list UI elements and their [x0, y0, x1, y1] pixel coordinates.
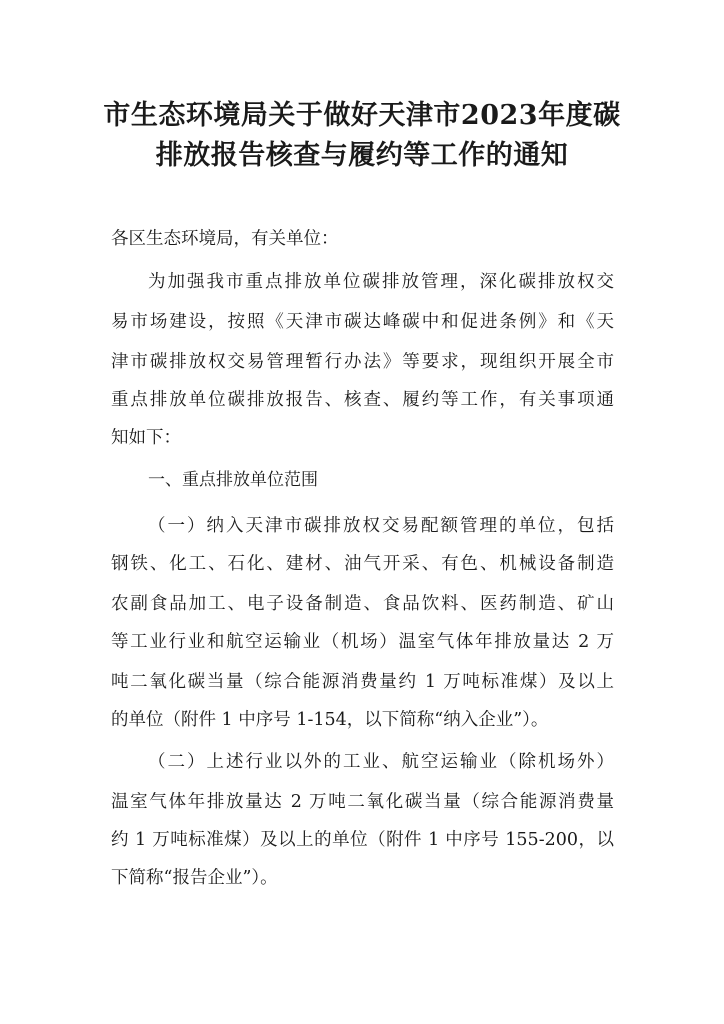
item-2-line: （二）上述行业以外的工业、航空运输业（除机场外） — [148, 752, 614, 772]
item-2-line: 下简称“报告企业”）。 — [111, 868, 278, 888]
item-1-line: 的单位（附件 1 中序号 1-154，以下简称“纳入企业”）。 — [111, 710, 549, 730]
intro-line: 为加强我市重点排放单位碳排放管理，深化碳排放权交 — [148, 272, 614, 292]
item-1-line: 农副食品加工、电子设备制造、食品饮料、医药制造、矿山 — [111, 594, 614, 614]
item-1-line: 吨二氧化碳当量（综合能源消费量约 1 万吨标准煤）及以上 — [111, 672, 614, 692]
document-title-line-1: 市生态环境局关于做好天津市2023年度碳 — [103, 100, 621, 131]
intro-line: 重点排放单位碳排放报告、核查、履约等工作，有关事项通 — [111, 390, 614, 410]
intro-line: 易市场建设，按照《天津市碳达峰碳中和促进条例》和《天 — [111, 312, 614, 332]
item-2-line: 约 1 万吨标准煤）及以上的单位（附件 1 中序号 155-200，以 — [111, 830, 614, 850]
salutation: 各区生态环境局，有关单位： — [111, 229, 339, 249]
item-1-line: 钢铁、化工、石化、建材、油气开采、有色、机械设备制造 — [111, 554, 614, 574]
item-1-line: （一）纳入天津市碳排放权交易配额管理的单位，包括 — [148, 516, 614, 536]
item-1-line: 等工业行业和航空运输业（机场）温室气体年排放量达 2 万 — [111, 632, 614, 652]
intro-line: 津市碳排放权交易管理暂行办法》等要求，现组织开展全市 — [111, 352, 614, 372]
item-2-line: 温室气体年排放量达 2 万吨二氧化碳当量（综合能源消费量 — [111, 792, 614, 812]
intro-line: 知如下： — [111, 428, 181, 448]
section-heading-1: 一、重点排放单位范围 — [148, 470, 318, 490]
document-title-line-2: 排放报告核查与履约等工作的通知 — [155, 140, 569, 171]
